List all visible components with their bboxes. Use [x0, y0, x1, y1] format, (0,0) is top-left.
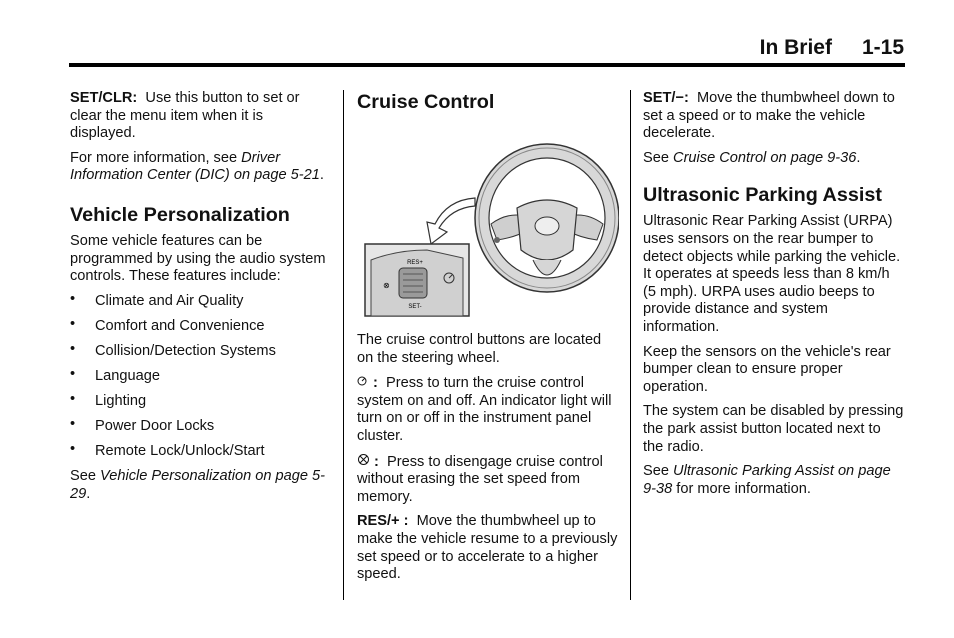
cruise-control-heading: Cruise Control	[357, 91, 495, 113]
cruise-cancel-icon	[357, 453, 370, 471]
column-right	[643, 90, 905, 505]
res-paragraph	[357, 513, 619, 583]
bullet-icon: •	[70, 391, 76, 408]
bullet-icon: •	[70, 416, 76, 433]
header-rule	[69, 63, 905, 67]
set-text: Move the thumbwheel down to set a speed or to make the vehicle decelerate.	[643, 90, 895, 142]
list-item	[70, 315, 332, 336]
see-text: See	[643, 463, 674, 480]
personalization-intro: Some vehicle features can be programmed by using the audio system controls. These features include:	[70, 232, 326, 285]
list-item-label: Comfort and Convenience	[95, 317, 265, 334]
see-text: See	[643, 149, 674, 166]
personalization-link[interactable]: Vehicle Personalization on page 5-29	[70, 468, 326, 502]
see-text: See	[70, 468, 101, 485]
illus-res-label: RES+	[407, 260, 423, 266]
setclr-term: SET/CLR:	[70, 90, 138, 106]
section-title: In Brief	[759, 36, 832, 59]
see-end: .	[86, 486, 91, 502]
list-item	[70, 290, 332, 311]
res-text: Move the thumbwheel up to make the vehicle resume to a previously set speed or to accelerate to a higher speed.	[357, 513, 618, 583]
header-text	[760, 36, 904, 60]
list-item-label: Collision/Detection Systems	[95, 342, 276, 359]
set-paragraph	[643, 90, 905, 143]
parking-assist-heading: Ultrasonic Parking Assist	[643, 184, 882, 207]
more-info-paragraph	[70, 150, 332, 185]
column-left	[70, 90, 332, 511]
more-info-text: For more information, see	[70, 149, 242, 166]
bullet-icon: •	[70, 340, 76, 357]
list-item-label: Remote Lock/Unlock/Start	[95, 443, 265, 460]
list-item	[70, 393, 332, 411]
more-info-end: .	[319, 167, 324, 184]
list-item-label: Lighting	[95, 393, 147, 410]
see-cruise-paragraph	[643, 150, 905, 168]
buttons-location-paragraph: The cruise control buttons are located on the steering wheel.	[357, 332, 602, 366]
cruise-on-icon	[357, 374, 369, 392]
column-divider	[630, 90, 631, 600]
cancel-colon: :	[370, 453, 379, 470]
bullet-icon: •	[70, 441, 76, 458]
steering-wheel-illustration	[357, 120, 619, 320]
page-header	[0, 36, 904, 62]
cruise-control-link[interactable]: Cruise Control on page 9-36	[673, 149, 857, 166]
on-text: Press to turn the cruise control system on and off. An indicator light will turn on or off in the instrument panel cluster.	[357, 375, 612, 444]
illus-cancel-symbol: ⊗	[383, 281, 390, 290]
disable-paragraph: The system can be disabled by pressing the park assist button located next to the radio.	[643, 403, 904, 455]
see-parking-paragraph	[643, 463, 905, 498]
list-item-label: Power Door Locks	[95, 418, 215, 435]
list-item	[70, 340, 332, 361]
steering-wheel-svg	[357, 120, 619, 320]
see-end: .	[856, 149, 861, 166]
cruise-on-paragraph	[357, 374, 619, 445]
list-item	[70, 443, 332, 461]
bullet-icon: •	[70, 366, 76, 383]
column-divider	[343, 90, 344, 600]
list-item-label: Language	[95, 368, 160, 385]
cruise-cancel-paragraph	[357, 453, 619, 507]
list-item	[70, 418, 332, 436]
sensors-paragraph: Keep the sensors on the vehicle's rear bumper clean to ensure proper operation.	[643, 343, 891, 395]
illus-set-label: SET-	[408, 304, 422, 310]
page-number: 1-15	[861, 36, 904, 59]
set-term: SET/−:	[643, 90, 689, 106]
parking-assist-link[interactable]: Ultrasonic Parking Assist on page 9-38	[643, 463, 891, 497]
list-item	[70, 368, 332, 386]
setclr-text: Use this button to set or clear the menu item when it is displayed.	[70, 90, 300, 142]
cancel-text: Press to disengage cruise control without erasing the set speed from memory.	[357, 453, 603, 505]
bullet-icon: •	[70, 290, 76, 307]
list-item-label: Climate and Air Quality	[95, 292, 244, 309]
res-term: RES/+ :	[357, 513, 409, 530]
on-colon: :	[369, 375, 378, 392]
dic-link[interactable]: Driver Information Center (DIC) on page 5-21	[70, 149, 320, 184]
urpa-paragraph: Ultrasonic Rear Parking Assist (URPA) uses sensors on the rear bumper to detect objects while parking the vehicle. It operates at speeds less than 8 km/h (5 mph). URPA uses audio beeps to provide distance and system information.	[643, 213, 901, 335]
see-end: for more information.	[672, 480, 811, 497]
feature-list	[70, 290, 332, 461]
bullet-icon: •	[70, 315, 76, 332]
setclr-paragraph	[70, 90, 332, 143]
vehicle-personalization-heading: Vehicle Personalization	[70, 203, 290, 226]
column-middle	[357, 90, 619, 591]
see-personalization-paragraph	[70, 468, 332, 503]
